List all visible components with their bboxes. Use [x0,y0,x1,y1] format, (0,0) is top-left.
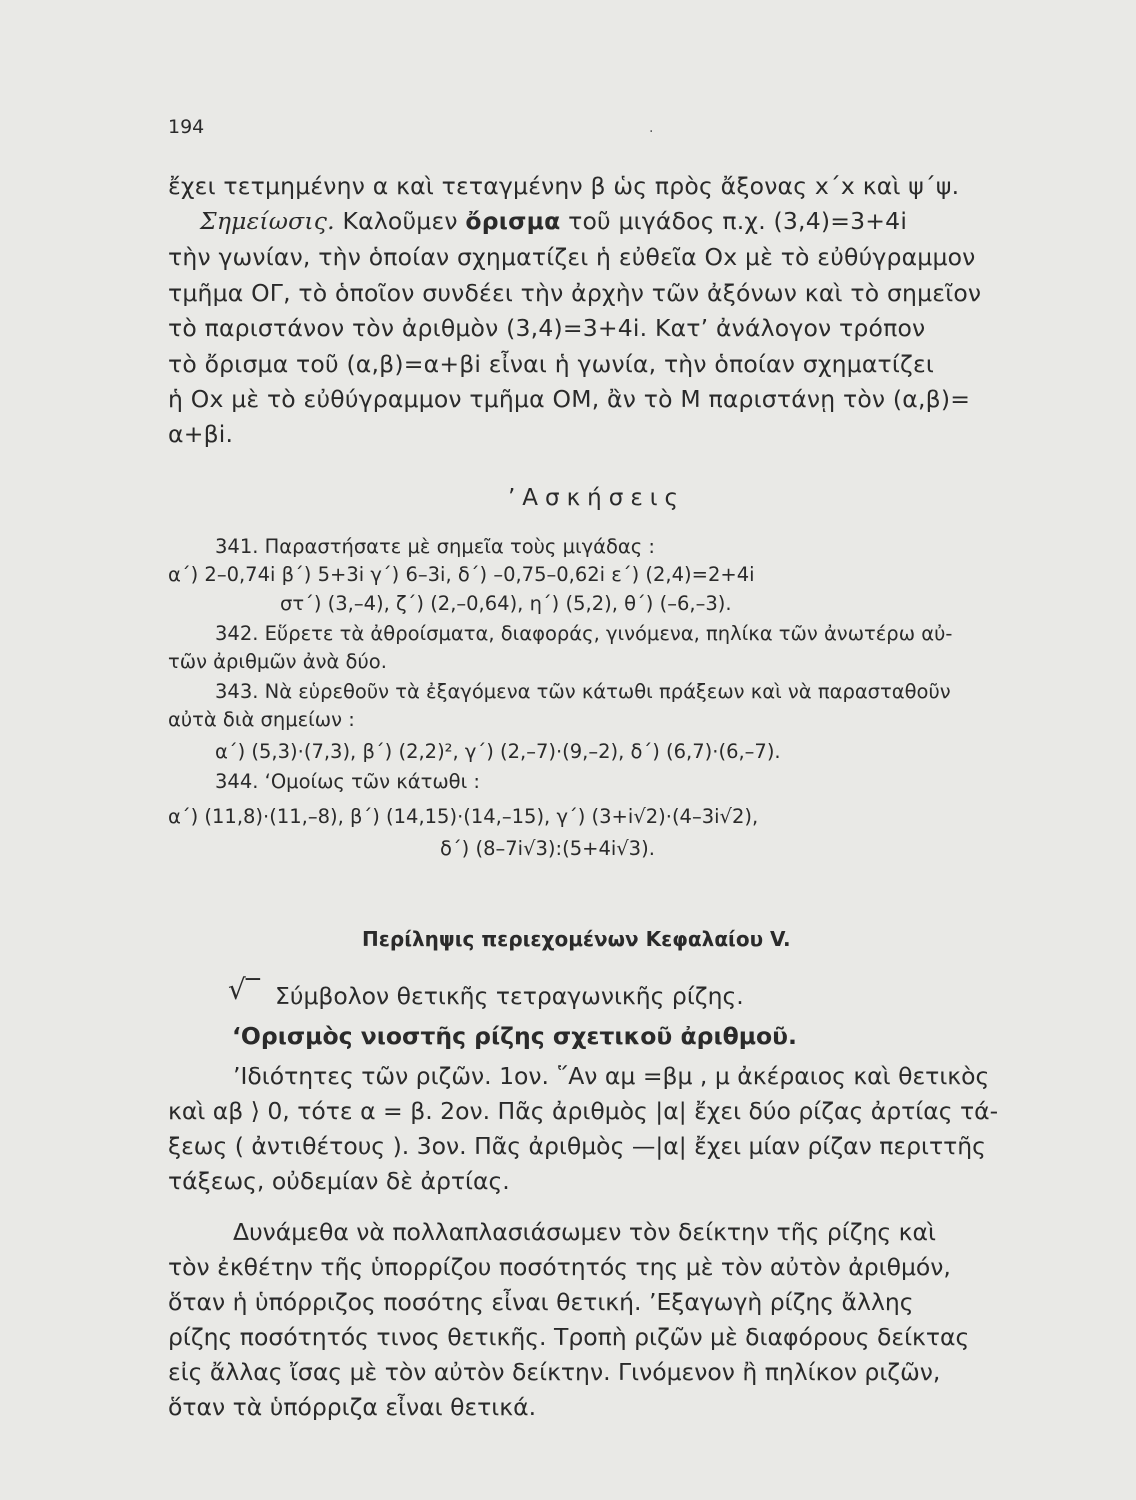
summary-text-line: ὅταν τὰ ὑπόρριζα εἶναι θετικά. [168,1393,537,1421]
term-argument: ὄρισμα [465,207,561,235]
exercise-344-intro: 344. ‘Ομοίως τῶν κάτωθι : [215,770,480,793]
text-span: Καλοῦμεν [342,207,458,235]
summary-text-line: ξεως ( ἀντιθέτους ). 3ον. Πᾶς ἀριθμὸς —|α| ἔχει μίαν ρίζαν περιττῆς [168,1132,986,1160]
exercise-341-row: α΄) 2–0,74i β΄) 5+3i γ΄) 6–3i, δ΄) –0,75–0,62i ε΄) (2,4)=2+4i [168,563,755,586]
exercise-343-row: α΄) (5,3)·(7,3), β΄) (2,2)², γ΄) (2,–7)·(9,–2), δ΄) (6,7)·(6,–7). [215,740,781,763]
text-line: τμῆμα ΟΓ, τὸ ὁποῖον συνδέει τὴν ἀρχὴν τῶν ἀξόνων καὶ τὸ σημεῖον [168,279,982,307]
text-line [200,207,907,235]
text-span: τοῦ μιγάδος π.χ. (3,4)=3+4i [568,207,908,235]
text-line: α+βi. [168,420,234,448]
exercises-heading: ’Ασκήσεις [508,485,686,511]
sqrt-icon: √‾ [228,973,260,1006]
exercise-341-intro: 341. Παραστήσατε μὲ σημεῖα τοὺς μιγάδας : [215,535,655,558]
exercise-344-row: α΄) (11,8)·(11,–8), β΄) (14,15)·(14,–15), γ΄) (3+i√2)·(4–3i√2), [168,805,759,828]
exercise-341-row: στ΄) (3,–4), ζ΄) (2,–0,64), η΄) (5,2), θ΄) (–6,–3). [280,592,732,615]
text-line: ἡ Οx μὲ τὸ εὐθύγραμμον τμῆμα ΟΜ, ἂν τὸ Μ παριστάνῃ τὸν (α,β)= [168,385,971,413]
summary-text-line: τὸν ἐκθέτην τῆς ὑπορρίζου ποσότητός της μὲ τὸν αὐτὸν ἀριθμόν, [168,1253,951,1281]
summary-heading: Περίληψις περιεχομένων Κεφαλαίου V. [362,927,791,951]
summary-text-line: τάξεως, οὐδεμίαν δὲ ἀρτίας. [168,1167,510,1195]
page-dot: . [649,120,654,136]
summary-text-line: ’Ιδιότητες τῶν ριζῶν. 1ον. ῞Αν αμ =βμ , μ ἀκέραιος καὶ θετικὸς [233,1062,990,1090]
text-line: τὸ ὄρισμα τοῦ (α,β)=α+βi εἶναι ἡ γωνία, τὴν ὁποίαν σχηματίζει [168,350,935,378]
summary-text-line: ρίζης ποσότητός τινος θετικῆς. Τροπὴ ριζῶν μὲ διαφόρους δείκτας [168,1323,970,1351]
page-number: 194 [168,116,205,138]
summary-text-line: ὅταν ἡ ὑπόρριζος ποσότης εἶναι θετική. ’Εξαγωγὴ ρίζης ἄλλης [168,1288,914,1316]
note-label: Σημείωσις. [200,207,335,235]
exercise-342: τῶν ἀριθμῶν ἀνὰ δύο. [168,650,387,673]
summary-text-line: καὶ αβ ⟩ 0, τότε α = β. 2ον. Πᾶς ἀριθμὸς |α| ἔχει δύο ρίζας ἀρτίας τά- [168,1097,999,1125]
summary-text-line: Δυνάμεθα νὰ πολλαπλασιάσωμεν τὸν δείκτην τῆς ρίζης καὶ [233,1218,936,1246]
exercise-343: 343. Νὰ εὑρεθοῦν τὰ ἐξαγόμενα τῶν κάτωθι πράξεων καὶ νὰ παρασταθοῦν [215,680,951,703]
exercise-342: 342. Εὕρετε τὰ ἀθροίσματα, διαφοράς, γινόμενα, πηλίκα τῶν ἀνωτέρω αὐ- [215,622,953,645]
text-line: ἔχει τετμημένην α καὶ τεταγμένην β ὡς πρὸς ἄξονας x΄x καὶ ψ΄ψ. [168,172,960,200]
exercise-343: αὐτὰ διὰ σημείων : [168,708,355,731]
text-line: τὴν γωνίαν, τὴν ὁποίαν σχηματίζει ἡ εὐθεῖα Οx μὲ τὸ εὐθύγραμμον [168,243,976,271]
summary-symbol-line: Σύμβολον θετικῆς τετραγωνικῆς ρίζης. [275,982,744,1010]
summary-definition: ‘Ορισμὸς νιοστῆς ρίζης σχετικοῦ ἀριθμοῦ. [232,1022,797,1050]
text-line: τὸ παριστάνον τὸν ἀριθμὸν (3,4)=3+4i. Κατ’ ἀνάλογον τρόπον [168,314,926,342]
summary-text-line: εἰς ἄλλας ἴσας μὲ τὸν αὐτὸν δείκτην. Γινόμενον ἢ πηλίκον ριζῶν, [168,1358,941,1386]
exercise-344-row: δ΄) (8–7i√3):(5+4i√3). [440,837,655,860]
